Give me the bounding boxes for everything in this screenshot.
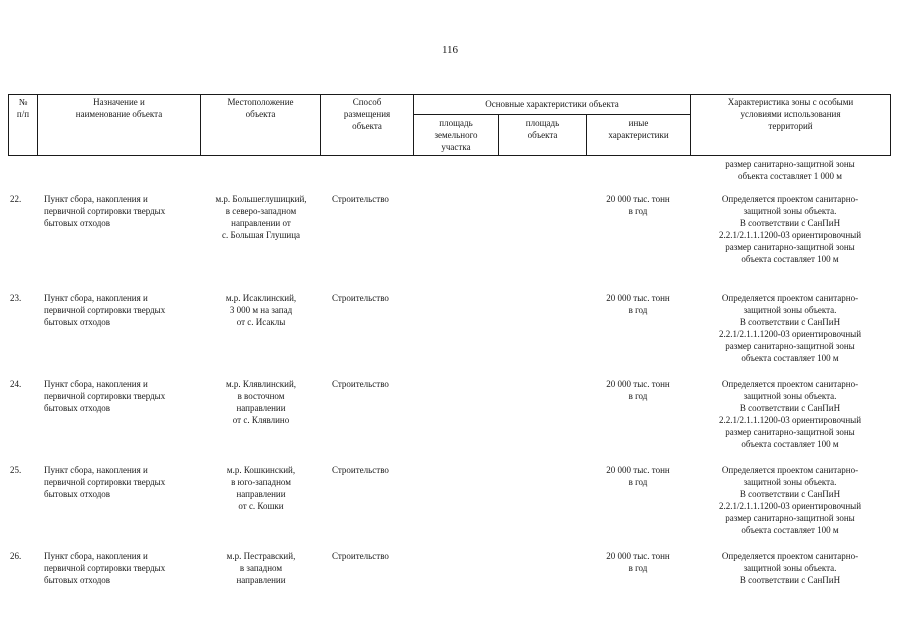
header-other: иные характеристики — [608, 118, 669, 140]
row-number: 23. — [10, 293, 22, 303]
object-location: м.р. Исаклинский, 3 000 м на запад от с. Исаклы — [225, 293, 297, 327]
object-location: м.р. Пестравский, в западном направлении — [226, 551, 296, 585]
object-name: Пункт сбора, накопления и первичной сортировки твердых бытовых отходов — [44, 194, 166, 228]
object-location: м.р. Большеглушицкий, в северо-западном направлении от с. Большая Глушица — [215, 194, 307, 240]
row-number: 25. — [10, 465, 22, 475]
object-location: м.р. Кошкинский, в юго-западном направлении от с. Кошки — [226, 465, 296, 511]
object-name: Пункт сбора, накопления и первичной сортировки твердых бытовых отходов — [44, 551, 166, 585]
row-number: 24. — [10, 379, 22, 389]
header-location: Местоположение объекта — [227, 97, 294, 119]
header-top-border — [8, 94, 890, 95]
header-bottom-border — [8, 155, 890, 156]
placement-method: Строительство — [332, 379, 389, 389]
zone-characteristics: Определяется проектом санитарно- защитной зоны объекта. В соответствии с СанПиН 2.2.1/2.1.1.1200-03 ориентировочный размер санитарно-защитной зоны объекта составляет 100 м — [718, 465, 862, 535]
placement-method: Строительство — [332, 293, 389, 303]
zone-characteristics: Определяется проектом санитарно- защитной зоны объекта. В соответствии с СанПиН 2.2.1/2.1.1.1200-03 ориентировочный размер санитарно-защитной зоны объекта составляет 100 м — [718, 293, 862, 363]
placement-method: Строительство — [332, 551, 389, 561]
placement-method: Строительство — [332, 194, 389, 204]
object-name: Пункт сбора, накопления и первичной сортировки твердых бытовых отходов — [44, 465, 166, 499]
carry-over-text: размер санитарно-защитной зоны объекта составляет 1 000 м — [725, 159, 855, 181]
header-num: № п/п — [16, 97, 30, 119]
header-sub-border — [413, 114, 690, 115]
header-zone: Характеристика зоны с особыми условиями использования территорий — [727, 97, 854, 131]
zone-characteristics: Определяется проектом санитарно- защитной зоны объекта. В соответствии с СанПиН — [721, 551, 859, 585]
object-name: Пункт сбора, накопления и первичной сортировки твердых бытовых отходов — [44, 293, 166, 327]
zone-characteristics: Определяется проектом санитарно- защитной зоны объекта. В соответствии с СанПиН 2.2.1/2.1.1.1200-03 ориентировочный размер санитарно-защитной зоны объекта составляет 100 м — [718, 379, 862, 449]
placement-method: Строительство — [332, 465, 389, 475]
header-method: Способ размещения объекта — [343, 97, 391, 131]
header-object-area: площадь объекта — [525, 118, 560, 140]
header-name: Назначение и наименование объекта — [75, 97, 163, 119]
zone-characteristics: Определяется проектом санитарно- защитной зоны объекта. В соответствии с СанПиН 2.2.1/2.1.1.1200-03 ориентировочный размер санитарно-защитной зоны объекта составляет 100 м — [718, 194, 862, 264]
other-characteristics: 20 000 тыс. тонн в год — [606, 293, 670, 315]
row-number: 26. — [10, 551, 22, 561]
header-land-area: площадь земельного участка — [434, 118, 478, 152]
object-location: м.р. Клявлинский, в восточном направлении от с. Клявлино — [225, 379, 297, 425]
other-characteristics: 20 000 тыс. тонн в год — [606, 551, 670, 573]
header-main-characteristics: Основные характеристики объекта — [485, 99, 619, 109]
other-characteristics: 20 000 тыс. тонн в год — [606, 379, 670, 401]
header-col-divider — [890, 94, 891, 156]
row-number: 22. — [10, 194, 22, 204]
other-characteristics: 20 000 тыс. тонн в год — [606, 465, 670, 487]
object-name: Пункт сбора, накопления и первичной сортировки твердых бытовых отходов — [44, 379, 166, 413]
page-number: 116 — [441, 44, 459, 56]
other-characteristics: 20 000 тыс. тонн в год — [606, 194, 670, 216]
